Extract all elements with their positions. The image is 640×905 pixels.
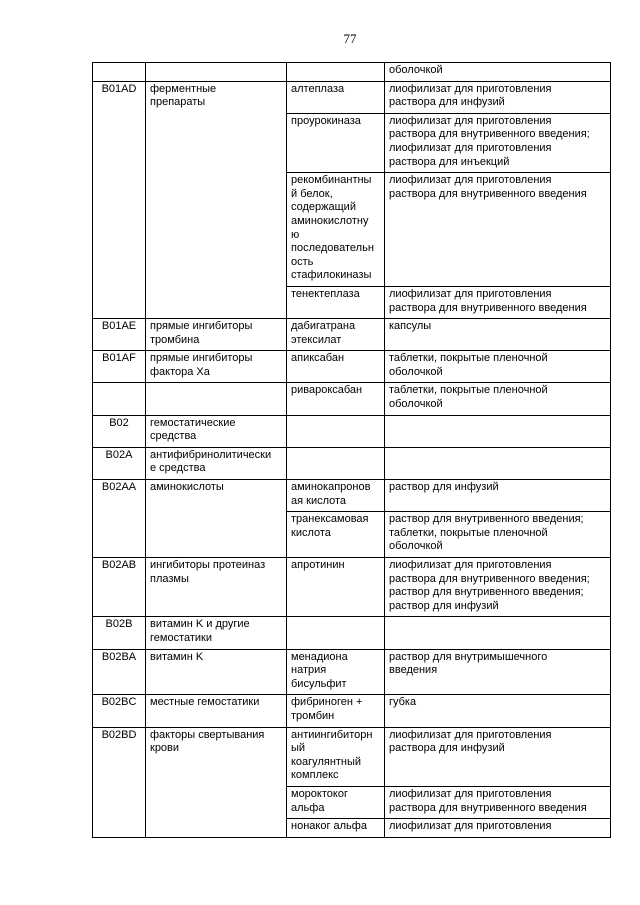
table-row [93, 727, 611, 786]
drug-cell [287, 617, 385, 649]
dosage-form-cell [385, 447, 611, 479]
drug-cell [287, 415, 385, 447]
group-cell: витамин K [146, 649, 287, 695]
table-row [93, 617, 611, 649]
drug-cell: алтеплаза [287, 81, 385, 113]
drug-cell [287, 447, 385, 479]
drug-cell: нонаког альфа [287, 819, 385, 838]
atc-code-cell: B02A [93, 447, 146, 479]
table-row [93, 695, 611, 727]
group-cell [146, 383, 287, 415]
group-cell: ферментные препараты [146, 81, 287, 319]
drug-cell: апиксабан [287, 351, 385, 383]
atc-code-cell: B01AD [93, 81, 146, 319]
group-cell: аминокислоты [146, 480, 287, 558]
table-row [93, 415, 611, 447]
group-cell: гемостатические средства [146, 415, 287, 447]
drug-cell: апротинин [287, 558, 385, 617]
atc-code-cell: B01AF [93, 351, 146, 383]
dosage-form-cell: лиофилизат для приготовления раствора для инфузий [385, 727, 611, 786]
dosage-form-cell: лиофилизат для приготовления раствора для внутривенного введения; лиофилизат для приготовления раствора для инъекций [385, 113, 611, 172]
table-row [93, 319, 611, 351]
dosage-form-cell: лиофилизат для приготовления [385, 819, 611, 838]
drug-cell: аминокапронов ая кислота [287, 480, 385, 512]
table-row [93, 480, 611, 512]
dosage-form-cell: губка [385, 695, 611, 727]
dosage-form-cell: лиофилизат для приготовления раствора для внутривенного введения [385, 286, 611, 318]
table-row [93, 81, 611, 113]
table-row [93, 649, 611, 695]
drug-cell: фибриноген + тромбин [287, 695, 385, 727]
atc-code-cell: B02BD [93, 727, 146, 837]
dosage-form-cell: раствор для инфузий [385, 480, 611, 512]
drug-cell: рекомбинантны й белок, содержащий аминокислотну ю последовательн ость стафилокиназы [287, 173, 385, 287]
dosage-form-cell: таблетки, покрытые пленочной оболочкой [385, 351, 611, 383]
drug-cell: мороктоког альфа [287, 786, 385, 818]
atc-code-cell [93, 63, 146, 82]
group-cell: антифибринолитически е средства [146, 447, 287, 479]
dosage-form-cell: капсулы [385, 319, 611, 351]
dosage-form-cell: раствор для внутривенного введения; таблетки, покрытые пленочной оболочкой [385, 512, 611, 558]
dosage-form-cell: оболочкой [385, 63, 611, 82]
drug-cell: транексамовая кислота [287, 512, 385, 558]
atc-code-cell: B01AE [93, 319, 146, 351]
group-cell: факторы свертывания крови [146, 727, 287, 837]
dosage-form-cell: лиофилизат для приготовления раствора для инфузий [385, 81, 611, 113]
atc-code-cell: B02AB [93, 558, 146, 617]
dosage-form-cell: лиофилизат для приготовления раствора для внутривенного введения [385, 173, 611, 287]
dosage-form-cell: лиофилизат для приготовления раствора для внутривенного введения; раствор для внутривенного введения; раствор для инфузий [385, 558, 611, 617]
drug-cell [287, 63, 385, 82]
group-cell: прямые ингибиторы тромбина [146, 319, 287, 351]
atc-code-cell [93, 383, 146, 415]
drug-cell: тенектеплаза [287, 286, 385, 318]
group-cell: прямые ингибиторы фактора Xa [146, 351, 287, 383]
drug-cell: антиингибиторн ый коагулянтный комплекс [287, 727, 385, 786]
atc-code-cell: B02AA [93, 480, 146, 558]
drug-cell: ривароксабан [287, 383, 385, 415]
dosage-form-cell [385, 617, 611, 649]
atc-code-cell: B02BC [93, 695, 146, 727]
table-row [93, 383, 611, 415]
group-cell [146, 63, 287, 82]
group-cell: витамин K и другие гемостатики [146, 617, 287, 649]
atc-code-cell: B02BA [93, 649, 146, 695]
drug-cell: проурокиназа [287, 113, 385, 172]
table-row [93, 447, 611, 479]
group-cell: ингибиторы протеиназ плазмы [146, 558, 287, 617]
table-row [93, 351, 611, 383]
drug-cell: менадиона натрия бисульфит [287, 649, 385, 695]
group-cell: местные гемостатики [146, 695, 287, 727]
drug-table [92, 62, 611, 838]
table-row [93, 558, 611, 617]
page-number: 77 [343, 31, 357, 46]
atc-code-cell: B02 [93, 415, 146, 447]
table-row [93, 63, 611, 82]
dosage-form-cell [385, 415, 611, 447]
atc-code-cell: B02B [93, 617, 146, 649]
drug-cell: дабигатрана этексилат [287, 319, 385, 351]
dosage-form-cell: таблетки, покрытые пленочной оболочкой [385, 383, 611, 415]
dosage-form-cell: лиофилизат для приготовления раствора для внутривенного введения [385, 786, 611, 818]
dosage-form-cell: раствор для внутримышечного введения [385, 649, 611, 695]
